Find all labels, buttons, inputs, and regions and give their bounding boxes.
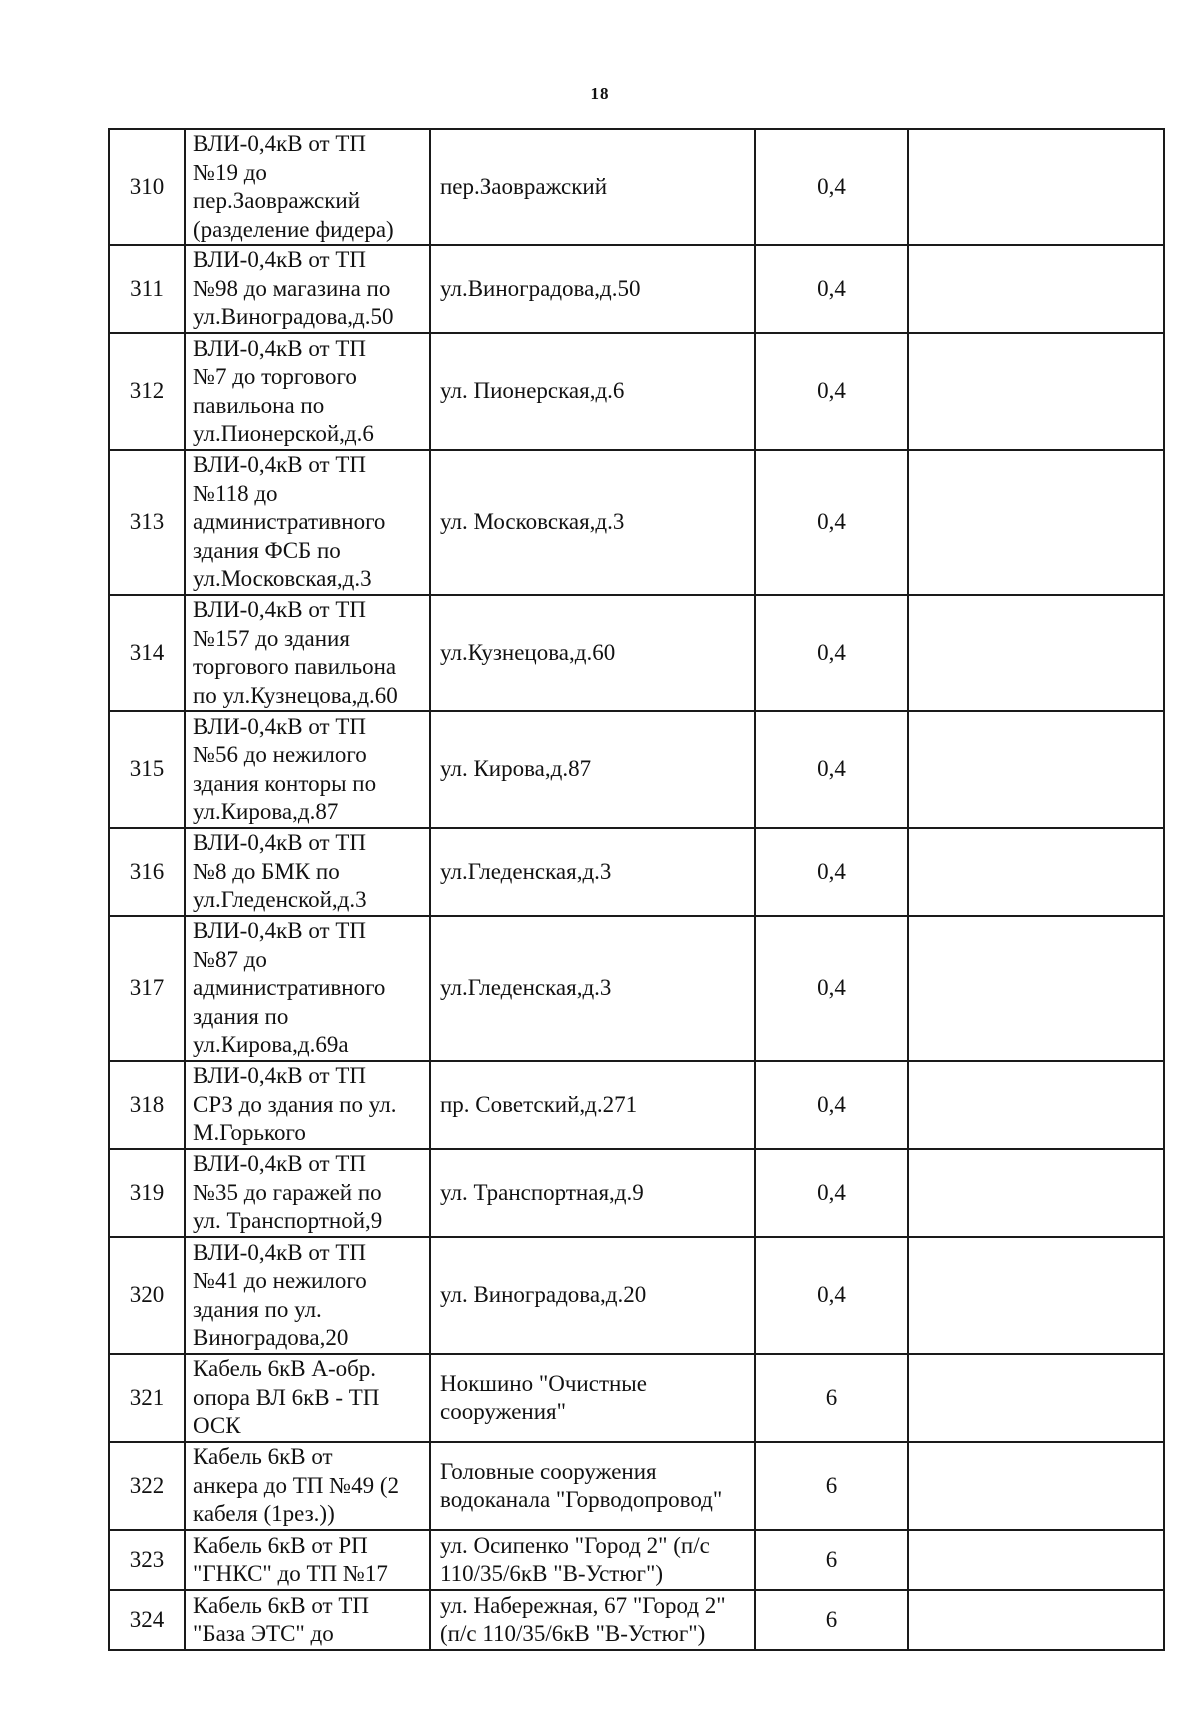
- empty-cell: [908, 129, 1164, 245]
- line-name-cell: ВЛИ-0,4кВ от ТП №87 до административного здания по ул.Кирова,д.69а: [185, 916, 430, 1061]
- table-row: [109, 828, 1164, 916]
- line-name-cell: Кабель 6кВ от РП "ГНКС" до ТП №17: [185, 1530, 430, 1590]
- address-cell: ул. Набережная, 67 "Город 2" (п/с 110/35/6кВ "В-Устюг"): [430, 1590, 755, 1650]
- table-row: [109, 1061, 1164, 1149]
- row-number-cell: 321: [109, 1354, 185, 1442]
- empty-cell: [908, 333, 1164, 450]
- voltage-cell: 0,4: [755, 245, 908, 333]
- row-number-cell: 313: [109, 450, 185, 595]
- row-number-cell: 310: [109, 129, 185, 245]
- voltage-cell: 0,4: [755, 1061, 908, 1149]
- voltage-cell: 6: [755, 1590, 908, 1650]
- table-row: [109, 245, 1164, 333]
- address-cell: ул. Пионерская,д.6: [430, 333, 755, 450]
- empty-cell: [908, 711, 1164, 828]
- address-cell: ул. Кирова,д.87: [430, 711, 755, 828]
- voltage-cell: 0,4: [755, 333, 908, 450]
- voltage-cell: 0,4: [755, 595, 908, 711]
- table-row: [109, 1530, 1164, 1590]
- address-cell: ул.Кузнецова,д.60: [430, 595, 755, 711]
- voltage-cell: 0,4: [755, 1149, 908, 1237]
- table-row: [109, 1354, 1164, 1442]
- row-number-cell: 324: [109, 1590, 185, 1650]
- row-number-cell: 316: [109, 828, 185, 916]
- table-row: [109, 1442, 1164, 1530]
- address-cell: ул. Осипенко "Город 2" (п/с 110/35/6кВ "В-Устюг"): [430, 1530, 755, 1590]
- empty-cell: [908, 1237, 1164, 1354]
- empty-cell: [908, 1530, 1164, 1590]
- empty-cell: [908, 828, 1164, 916]
- address-cell: ул.Виноградова,д.50: [430, 245, 755, 333]
- table-row: [109, 916, 1164, 1061]
- empty-cell: [908, 450, 1164, 595]
- power-lines-table: [108, 128, 1165, 1651]
- empty-cell: [908, 1590, 1164, 1650]
- voltage-cell: 6: [755, 1442, 908, 1530]
- row-number-cell: 322: [109, 1442, 185, 1530]
- line-name-cell: ВЛИ-0,4кВ от ТП №56 до нежилого здания конторы по ул.Кирова,д.87: [185, 711, 430, 828]
- table-row: [109, 595, 1164, 711]
- voltage-cell: 0,4: [755, 450, 908, 595]
- address-cell: ул. Транспортная,д.9: [430, 1149, 755, 1237]
- voltage-cell: 0,4: [755, 129, 908, 245]
- line-name-cell: ВЛИ-0,4кВ от ТП №8 до БМК по ул.Гледенской,д.3: [185, 828, 430, 916]
- address-cell: Головные сооружения водоканала "Горводопровод": [430, 1442, 755, 1530]
- line-name-cell: ВЛИ-0,4кВ от ТП №118 до административного здания ФСБ по ул.Московская,д.3: [185, 450, 430, 595]
- row-number-cell: 317: [109, 916, 185, 1061]
- line-name-cell: Кабель 6кВ от ТП "База ЭТС" до: [185, 1590, 430, 1650]
- line-name-cell: ВЛИ-0,4кВ от ТП №35 до гаражей по ул. Транспортной,9: [185, 1149, 430, 1237]
- line-name-cell: ВЛИ-0,4кВ от ТП №157 до здания торгового павильона по ул.Кузнецова,д.60: [185, 595, 430, 711]
- table-row: [109, 333, 1164, 450]
- line-name-cell: ВЛИ-0,4кВ от ТП №98 до магазина по ул.Виноградова,д.50: [185, 245, 430, 333]
- line-name-cell: ВЛИ-0,4кВ от ТП №19 до пер.Заовражский (разделение фидера): [185, 129, 430, 245]
- voltage-cell: 0,4: [755, 711, 908, 828]
- empty-cell: [908, 1442, 1164, 1530]
- line-name-cell: ВЛИ-0,4кВ от ТП СРЗ до здания по ул. М.Горького: [185, 1061, 430, 1149]
- voltage-cell: 0,4: [755, 1237, 908, 1354]
- line-name-cell: Кабель 6кВ от анкера до ТП №49 (2 кабеля (1рез.)): [185, 1442, 430, 1530]
- empty-cell: [908, 245, 1164, 333]
- voltage-cell: 6: [755, 1530, 908, 1590]
- line-name-cell: ВЛИ-0,4кВ от ТП №7 до торгового павильона по ул.Пионерской,д.6: [185, 333, 430, 450]
- table-row: [109, 1590, 1164, 1650]
- table-row: [109, 711, 1164, 828]
- empty-cell: [908, 595, 1164, 711]
- empty-cell: [908, 916, 1164, 1061]
- address-cell: ул. Виноградова,д.20: [430, 1237, 755, 1354]
- page-number: 18: [590, 84, 610, 103]
- address-cell: ул.Гледенская,д.3: [430, 916, 755, 1061]
- table-row: [109, 450, 1164, 595]
- address-cell: Нокшино "Очистные сооружения": [430, 1354, 755, 1442]
- address-cell: пер.Заовражский: [430, 129, 755, 245]
- row-number-cell: 323: [109, 1530, 185, 1590]
- table-row: [109, 129, 1164, 245]
- empty-cell: [908, 1354, 1164, 1442]
- address-cell: пр. Советский,д.271: [430, 1061, 755, 1149]
- voltage-cell: 0,4: [755, 828, 908, 916]
- table-row: [109, 1149, 1164, 1237]
- line-name-cell: Кабель 6кВ А-обр. опора ВЛ 6кВ - ТП ОСК: [185, 1354, 430, 1442]
- table-row: [109, 1237, 1164, 1354]
- table-body: [109, 129, 1164, 1650]
- row-number-cell: 318: [109, 1061, 185, 1149]
- row-number-cell: 319: [109, 1149, 185, 1237]
- row-number-cell: 315: [109, 711, 185, 828]
- voltage-cell: 6: [755, 1354, 908, 1442]
- empty-cell: [908, 1149, 1164, 1237]
- row-number-cell: 320: [109, 1237, 185, 1354]
- address-cell: ул.Гледенская,д.3: [430, 828, 755, 916]
- voltage-cell: 0,4: [755, 916, 908, 1061]
- row-number-cell: 314: [109, 595, 185, 711]
- line-name-cell: ВЛИ-0,4кВ от ТП №41 до нежилого здания по ул. Виноградова,20: [185, 1237, 430, 1354]
- empty-cell: [908, 1061, 1164, 1149]
- row-number-cell: 311: [109, 245, 185, 333]
- address-cell: ул. Московская,д.3: [430, 450, 755, 595]
- row-number-cell: 312: [109, 333, 185, 450]
